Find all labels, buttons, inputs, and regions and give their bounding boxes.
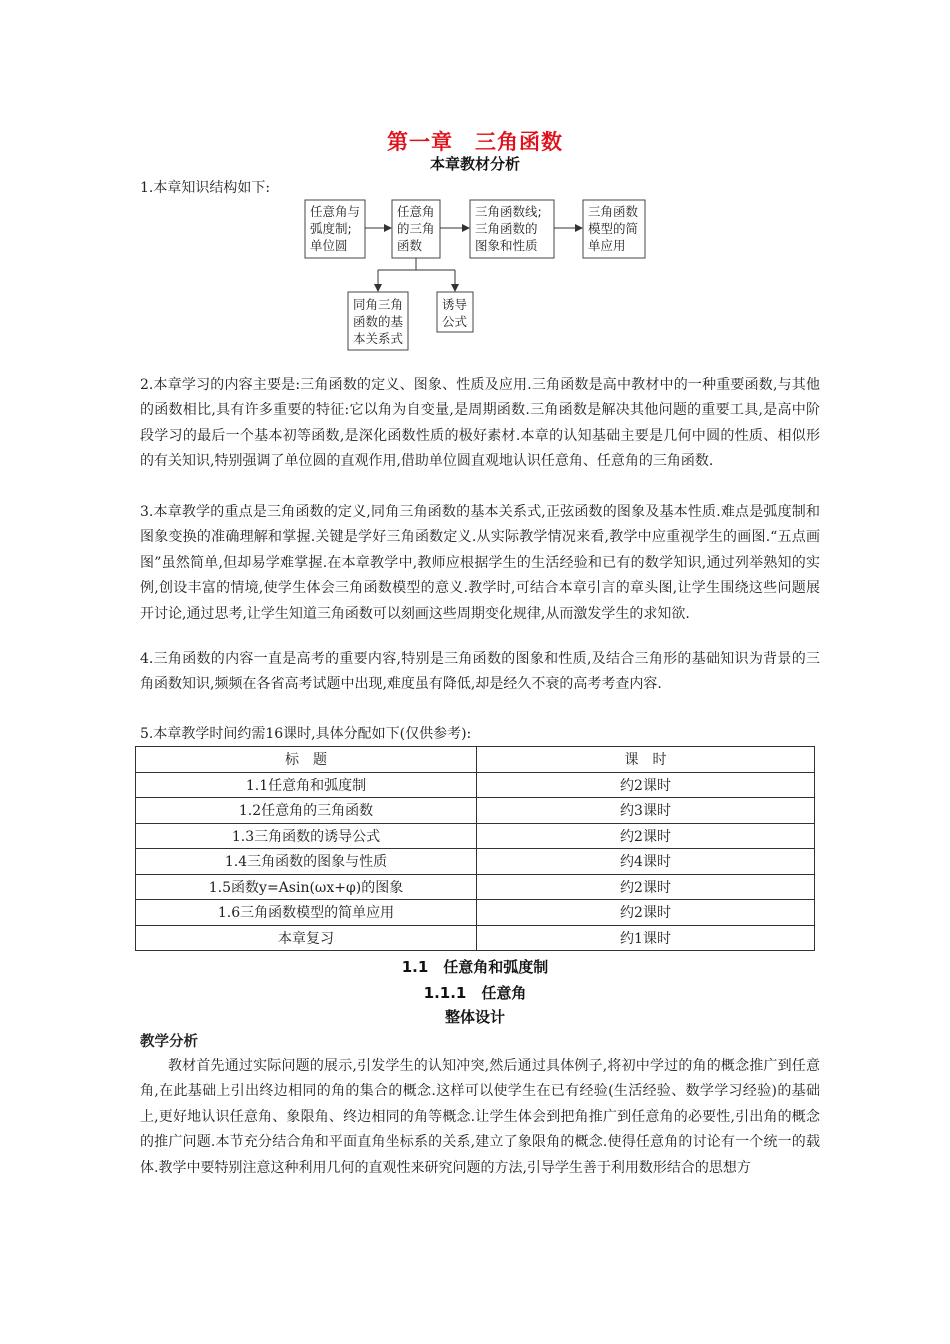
section-1-1-1-heading: 1.1.1 任意角	[423, 984, 527, 1002]
box3-line1: 三角函数线;	[475, 204, 542, 219]
box2-line1: 任意角	[397, 204, 435, 219]
box4-line3: 单应用	[588, 238, 626, 253]
table-row	[136, 925, 815, 951]
teaching-analysis-heading: 教学分析	[140, 1034, 198, 1050]
section-1-1-heading: 1.1 任意角和弧度制	[401, 958, 549, 976]
chapter-title: 第一章 三角函数	[387, 130, 563, 154]
row-hours: 约2课时	[477, 874, 815, 900]
box5-line1: 同角三角	[353, 297, 404, 312]
item-4: 4.三角函数的内容一直是高考的重要内容,特别是三角函数的图象和性质,及结合三角形的基础知识为背景的三角函数知识,频频在各省高考试题中出现,难度虽有降低,却是经久不衰的高考考查内容.	[140, 651, 820, 693]
table-row	[136, 874, 815, 900]
header-hours: 课 时	[477, 747, 815, 773]
box6-line2: 公式	[442, 314, 468, 329]
row-title: 本章复习	[136, 925, 477, 951]
table-row	[136, 772, 815, 798]
row-title: 1.2任意角的三角函数	[136, 798, 477, 824]
knowledge-structure-diagram	[300, 192, 650, 354]
box5-line3: 本关系式	[353, 331, 404, 346]
row-title: 1.5函数y=Asin(ωx+φ)的图象	[136, 874, 477, 900]
row-hours: 约1课时	[477, 925, 815, 951]
schedule-table	[135, 746, 815, 951]
table-row	[136, 823, 815, 849]
box5-line2: 函数的基	[353, 314, 404, 329]
header-title: 标 题	[136, 747, 477, 773]
row-title: 1.6三角函数模型的简单应用	[136, 900, 477, 926]
row-title: 1.1任意角和弧度制	[136, 772, 477, 798]
item-2: 2.本章学习的内容主要是:三角函数的定义、图象、性质及应用.三角函数是高中教材中的一种重要函数,与其他的函数相比,具有许多重要的特征:它以角为自变量,是周期函数.三角函数是解决其他问题的重要工具,是高中阶段学习的最后一个基本初等函数,是深化函数性质的极好素材.本章的认知基础主要是几何中圆的性质、相似形的有关知识,特别强调了单位圆的直观作用,借助单位圆直观地认识任意角、任意角的三角函数.	[140, 377, 820, 470]
row-hours: 约2课时	[477, 900, 815, 926]
row-title: 1.3三角函数的诱导公式	[136, 823, 477, 849]
table-header-row	[136, 747, 815, 773]
box4-line2: 模型的简	[588, 221, 639, 236]
analysis-title: 本章教材分析	[429, 155, 520, 173]
row-hours: 约2课时	[477, 823, 815, 849]
box3-line3: 图象和性质	[475, 238, 538, 253]
table-row	[136, 798, 815, 824]
table-row	[136, 900, 815, 926]
box3-line2: 三角函数的	[475, 221, 538, 236]
overall-design-heading: 整体设计	[444, 1008, 505, 1026]
row-hours: 约2课时	[477, 772, 815, 798]
row-title: 1.4三角函数的图象与性质	[136, 849, 477, 875]
item-1: 1.本章知识结构如下:	[140, 180, 271, 196]
box1-line3: 单位圆	[310, 238, 348, 253]
analysis-paragraph: 教材首先通过实际问题的展示,引发学生的认知冲突,然后通过具体例子,将初中学过的角的概念推广到任意角,在此基础上引出终边相同的角的集合的概念.这样可以使学生在已有经验(生活经验、数学学习经验)的基础上,更好地认识任意角、象限角、终边相同的角等概念.让学生体会到把角推广到任意角的必要性,引出角的概念的推广问题.本节充分结合角和平面直角坐标系的关系,建立了象限角的概念.使得任意角的讨论有一个统一的载体.教学中要特别注意这种利用几何的直观性来研究问题的方法,引导学生善于利用数形结合的思想方	[140, 1058, 820, 1176]
box4-line1: 三角函数	[588, 204, 639, 219]
box2-line3: 函数	[397, 238, 423, 253]
box1-line2: 弧度制;	[310, 221, 352, 236]
table-row	[136, 849, 815, 875]
item-3: 3.本章教学的重点是三角函数的定义,同角三角函数的基本关系式,正弦函数的图象及基本性质.难点是弧度制和图象变换的准确理解和掌握.关键是学好三角函数定义.从实际教学情况来看,教学中应重视学生的画图.“五点画图”虽然简单,但却易学难掌握.在本章教学中,教师应根据学生的生活经验和已有的数学知识,通过列举熟知的实例,创设丰富的情境,使学生体会三角函数模型的意义.教学时,可结合本章引言的章头图,让学生围绕这些问题展开讨论,通过思考,让学生知道三角函数可以刻画这些周期变化规律,从而激发学生的求知欲.	[140, 504, 820, 622]
item-5: 5.本章教学时间约需16课时,具体分配如下(仅供参考):	[140, 726, 472, 742]
row-hours: 约4课时	[477, 849, 815, 875]
box2-line2: 的三角	[397, 221, 435, 236]
box6-line1: 诱导	[442, 297, 468, 312]
row-hours: 约3课时	[477, 798, 815, 824]
box1-line1: 任意角与	[310, 204, 361, 219]
